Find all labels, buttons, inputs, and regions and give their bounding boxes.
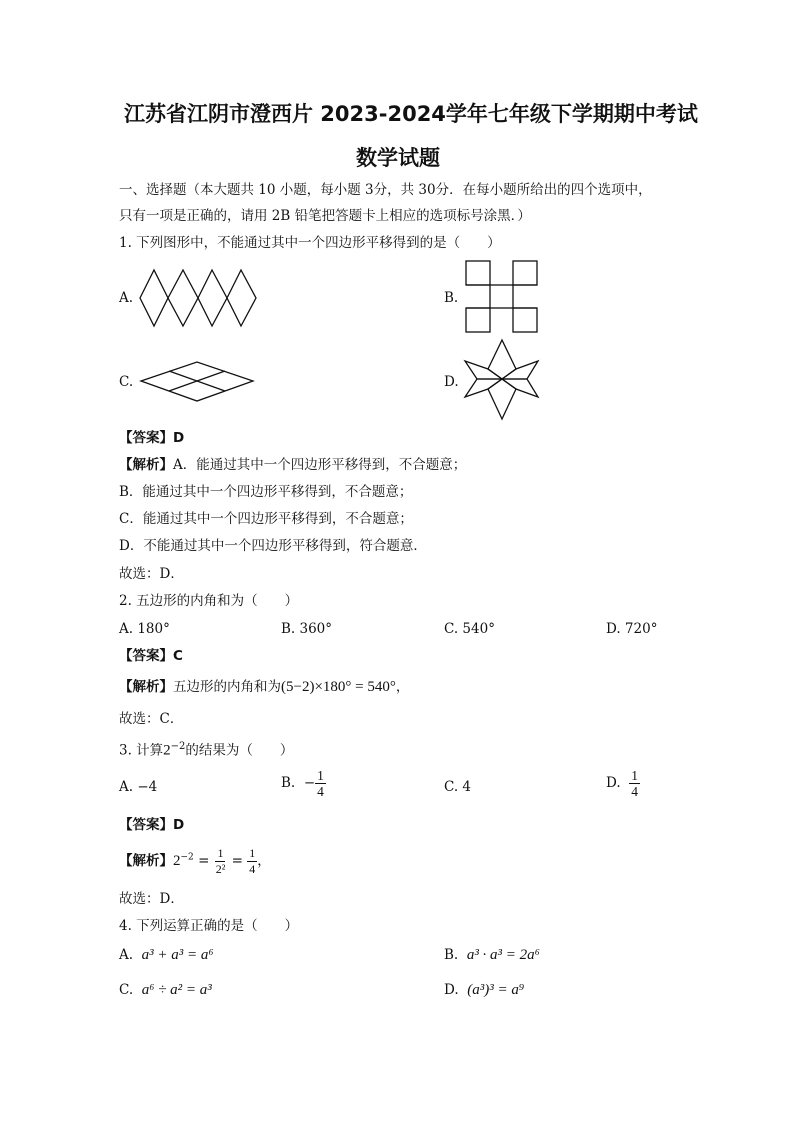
page-title: 江苏省江阴市澄西片 2023-2024学年七年级下学期期中考试: [124, 102, 698, 126]
q1-option-b-label: B.: [444, 290, 459, 306]
q3-option-d-fraction: [629, 768, 640, 799]
q4-option-a-expr: a³ + a³ = a⁶: [141, 947, 214, 963]
q1-analysis-line4: D．不能通过其中一个四边形平移得到，符合题意．: [119, 538, 427, 554]
q2-analysis-formula: (5−2)×180° = 540°: [281, 679, 396, 695]
q3-analysis-f2-num: 1: [249, 846, 256, 860]
q1-analysis-tag: 【解析】: [119, 457, 173, 473]
q1-figure-d: [464, 339, 540, 421]
q3-choose: 故选：D．: [119, 891, 184, 907]
q4-option-a-label: A.: [119, 947, 134, 963]
q3-option-a: A. −4: [119, 779, 158, 795]
q4-option-b: [444, 946, 540, 964]
q3-option-c: C. 4: [444, 779, 472, 795]
page-subtitle: 数学试题: [356, 146, 440, 170]
q3-option-b-sign: −: [303, 775, 316, 791]
q3-option-b-num: 1: [317, 768, 324, 783]
q3-stem-pre: 3. 计算: [119, 742, 164, 759]
q4-option-b-expr: a³ · a³ = 2a⁶: [466, 947, 540, 963]
q4-option-c: [119, 981, 212, 999]
q4-option-d-label: D.: [444, 982, 459, 998]
q2-choose: 故选：C．: [119, 711, 184, 727]
q2-analysis-text: 五边形的内角和为: [173, 679, 281, 695]
q3-option-b-label: B.: [281, 775, 296, 791]
q3-analysis-eq2: =: [231, 853, 243, 869]
section-header-line1: 一、选择题（本大题共 10 小题，每小题 3分，共 30分．在每小题所给出的四个选项中，: [119, 182, 652, 198]
q3-option-d-num: 1: [631, 768, 638, 783]
q1-figure-b: [465, 260, 539, 334]
q3-option-b-fraction: [315, 768, 326, 799]
q4-option-c-expr: a⁶ ÷ a² = a³: [141, 982, 212, 998]
q3-analysis-f1-num: 1: [217, 846, 224, 860]
q2-option-a: A. 180°: [119, 621, 170, 637]
q3-analysis-f1-den: 2²: [215, 862, 226, 876]
q2-option-c: C. 540°: [444, 621, 495, 637]
q4-option-d: [444, 981, 524, 999]
q4-option-d-expr: (a³)³ = a⁹: [467, 982, 525, 998]
q3-stem-base: 2: [163, 742, 171, 759]
question-3-stem: [119, 738, 293, 760]
q3-stem-post: 的结果为（ ）: [185, 742, 294, 759]
q2-option-b: B. 360°: [281, 621, 333, 637]
q3-option-d: [606, 768, 640, 799]
q1-analysis-line3: C．能通过其中一个四边形平移得到，不合题意；: [119, 511, 413, 527]
q3-analysis-exp: −2: [180, 852, 194, 863]
q3-analysis-frac1: [214, 846, 228, 877]
q4-option-a: [119, 946, 214, 964]
section-header-line2: 只有一项是正确的，请用 2B 铅笔把答题卡上相应的选项标号涂黑．）: [119, 208, 531, 224]
q1-option-c-label: C.: [119, 374, 134, 390]
q3-option-b-den: 4: [317, 784, 324, 799]
q1-figure-a: [140, 270, 258, 326]
q3-analysis-tag: 【解析】: [119, 853, 173, 869]
q1-answer: 【答案】D: [119, 430, 185, 446]
q1-analysis-line1: [119, 456, 466, 474]
q1-option-a-label: A.: [119, 290, 134, 306]
q2-analysis: [119, 678, 409, 696]
q3-analysis-f2-den: 4: [249, 862, 256, 876]
q3-analysis-frac2: [247, 846, 257, 877]
q3-option-d-den: 4: [631, 784, 638, 799]
q3-analysis-end: ，: [257, 853, 271, 869]
q3-answer: 【答案】D: [119, 817, 185, 833]
q2-answer: 【答案】C: [119, 648, 183, 664]
q3-analysis: [119, 846, 271, 877]
q2-option-d: D. 720°: [606, 621, 658, 637]
q1-analysis-a: A．能通过其中一个四边形平移得到，不合题意；: [173, 457, 467, 473]
q1-analysis-line2: B．能通过其中一个四边形平移得到，不合题意；: [119, 484, 413, 500]
q3-analysis-eq1: =: [198, 853, 210, 869]
q4-option-c-label: C.: [119, 982, 134, 998]
q3-analysis-base: 2: [173, 853, 181, 869]
q3-option-d-label: D.: [606, 775, 621, 791]
q1-option-d-label: D.: [444, 374, 459, 390]
q2-analysis-tag: 【解析】: [119, 679, 173, 695]
question-4-stem: 4. 下列运算正确的是（ ）: [119, 918, 299, 934]
q4-option-b-label: B.: [444, 947, 459, 963]
q2-analysis-end: ，: [395, 679, 410, 695]
question-2-stem: 2. 五边形的内角和为（ ）: [119, 593, 299, 609]
q3-option-b: [281, 768, 326, 799]
q1-figure-c: [140, 361, 256, 403]
q1-choose: 故选：D．: [119, 566, 184, 582]
question-1-stem: 1. 下列图形中，不能通过其中一个四边形平移得到的是（ ）: [119, 235, 501, 251]
q3-stem-exp: −2: [170, 741, 186, 752]
